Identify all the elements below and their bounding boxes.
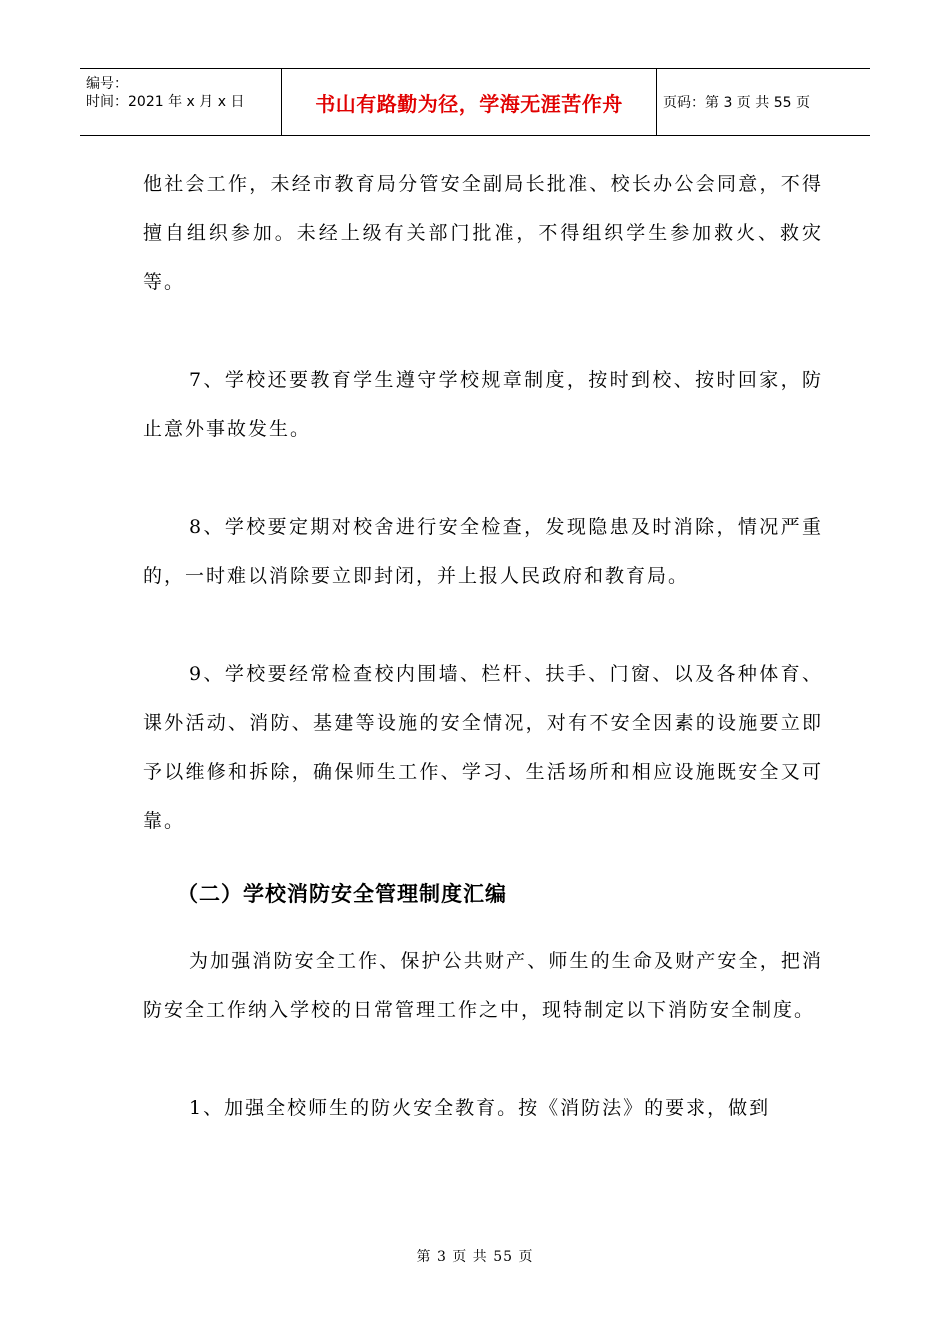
paragraph-gap [143, 601, 823, 650]
paragraph-item-9: 9、学校要经常检查校内围墙、栏杆、扶手、门窗、以及各种体育、课外活动、消防、基建等设施的安全情况，对有不安全因素的设施要立即予以维修和拆除，确保师生工作、学习、生活场所和相应设施既安全又可靠。 [143, 663, 823, 832]
paragraph-gap [143, 1035, 823, 1084]
header-motto: 书山有路勤为径，学海无涯苦作舟 [281, 69, 657, 135]
paragraph-intro: 为加强消防安全工作、保护公共财产、师生的生命及财产安全，把消防安全工作纳入学校的日常管理工作之中，现特制定以下消防安全制度。 [143, 950, 823, 1021]
page-footer: 第 3 页 共 55 页 [416, 1249, 534, 1265]
paragraph-gap [143, 454, 823, 503]
paragraph-item-1: 1、加强全校师生的防火安全教育。按《消防法》的要求，做到 [189, 1097, 771, 1119]
document-header [80, 68, 870, 136]
document-body [143, 160, 823, 1133]
section-heading: （二）学校消防安全管理制度汇编 [177, 882, 507, 906]
paragraph-gap [143, 307, 823, 356]
paragraph-item-7: 7、学校还要教育学生遵守学校规章制度，按时到校、按时回家，防止意外事故发生。 [143, 369, 823, 440]
date-label: 时间：2021 年 x 月 x 日 [86, 94, 245, 110]
paragraph-item-8: 8、学校要定期对校舍进行安全检查，发现隐患及时消除，情况严重的，一时难以消除要立即封闭，并上报人民政府和教育局。 [143, 516, 823, 587]
doc-number-label: 编号： [86, 76, 128, 92]
header-meta [80, 69, 281, 135]
header-page-info: 页码：第 3 页 共 55 页 [663, 95, 810, 111]
paragraph-continued: 他社会工作，未经市教育局分管安全副局长批准、校长办公会同意，不得擅自组织参加。未经上级有关部门批准，不得组织学生参加救火、救灾等。 [143, 173, 823, 293]
